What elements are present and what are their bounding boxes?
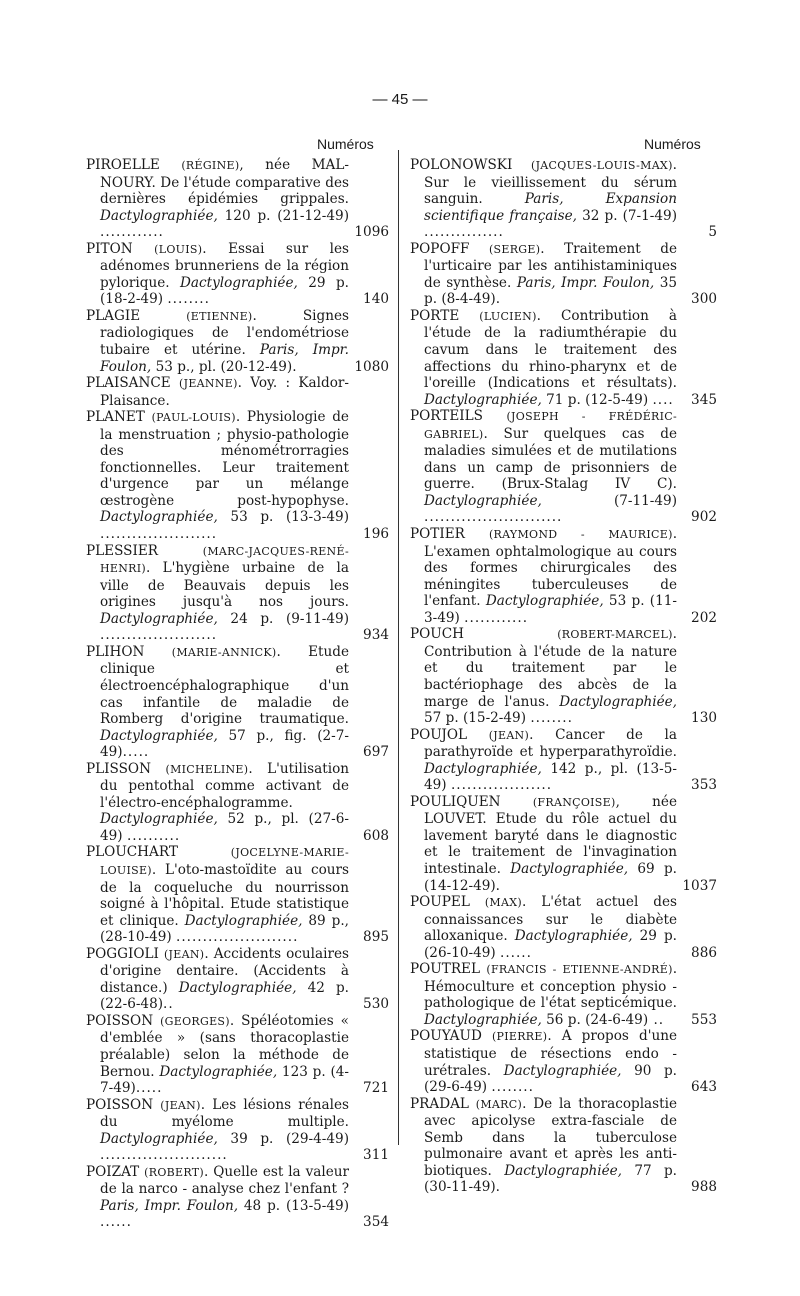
entry-text — [410, 1028, 717, 1095]
bibliography-entry — [86, 241, 389, 308]
author-surname: POISSON — [86, 1096, 154, 1113]
pages-and-date: 123 p. (4-7-49) — [100, 1063, 349, 1097]
leader-dots: ...... — [500, 944, 532, 961]
bibliography-entry — [86, 409, 389, 542]
thesis-title: . Etude clinique et électroencéphalographique d'un cas infantile de maladie de Romberg d'origine traumatique. — [100, 643, 350, 728]
author-surname: PLOUCHART — [86, 844, 178, 861]
leader-dots: ..... — [135, 1080, 163, 1097]
author-given-name: (RÉGINE) — [181, 159, 240, 172]
publication-info: Dactylographiée, — [510, 860, 629, 877]
author-surname: POGGIOLI — [86, 945, 159, 962]
publication-info: Paris, Expansion scientifique française, — [424, 191, 677, 224]
author-surname: PLANET — [86, 409, 145, 426]
entry-number: 202 — [691, 609, 717, 626]
entry-number: 902 — [691, 509, 717, 526]
bibliography-entry — [86, 844, 389, 945]
leader-dots: ..... — [122, 744, 150, 761]
bibliography-entry — [410, 727, 717, 794]
author-given-name: (JEAN) — [160, 1098, 201, 1112]
author-given-name: (SERGE) — [488, 242, 541, 256]
leader-dots: ............ — [100, 224, 164, 241]
entry-text — [410, 408, 717, 526]
thesis-title: . L'utilisation du pentothal comme activant de l'électro-encéphalogramme. — [100, 760, 350, 811]
publication-info: Dactylographiée, — [178, 979, 297, 996]
pages-and-date: 142 p., pl. (13-5-49) — [424, 760, 677, 794]
leader-dots: ...................... — [100, 627, 218, 644]
author-surname: PLAISANCE — [86, 375, 171, 392]
bibliography-entry — [86, 761, 389, 845]
publication-info: Dactylographiée, — [100, 811, 218, 828]
author-given-name: (MARIE-ANNICK) — [171, 645, 277, 659]
author-given-name: (GEORGES) — [160, 1014, 230, 1028]
author-given-name: (FRANCIS - ETIENNE-ANDRÉ) — [486, 963, 673, 977]
author-surname: PORTE — [410, 307, 460, 324]
bibliography-entry — [86, 157, 389, 241]
entry-number: 1037 — [682, 877, 717, 894]
pages-and-date: 53 p., pl. (20-12-49). — [151, 358, 297, 375]
entry-text — [410, 894, 717, 961]
leader-dots: ...................... — [100, 526, 218, 543]
author-given-name: (RAYMOND - MAURICE) — [488, 528, 673, 542]
entry-text — [86, 761, 389, 845]
leader-dots: .... — [652, 391, 674, 408]
author-given-name: (MARC) — [475, 1097, 523, 1111]
pages-and-date: 69 p. (14-12-49). — [424, 860, 677, 894]
entry-number: 345 — [691, 391, 717, 408]
thesis-title: . Accidents oculaires d'origine dentaire. (Accidents à distance.) — [100, 945, 349, 996]
right-column — [410, 157, 717, 1196]
author-surname: POUPEL — [410, 894, 470, 911]
publication-info: Dactylographiée, — [424, 1011, 542, 1028]
pages-and-date: 24 p. (9-11-49) — [217, 610, 349, 627]
publication-info: Paris, Impr. Foulon, — [516, 274, 655, 291]
author-given-name: (JEANNE) — [179, 377, 238, 391]
entry-number: 130 — [691, 710, 717, 727]
thesis-title: . Cancer de la parathyroïde et hyperparathyroïdie. — [424, 726, 678, 761]
thesis-title: . Les lésions rénales du myélome multiple. — [100, 1096, 349, 1131]
author-surname: POUTREL — [410, 961, 480, 978]
entry-number: 311 — [363, 1147, 389, 1164]
left-column — [86, 157, 389, 1231]
author-surname: POIZAT — [86, 1163, 140, 1180]
entry-text — [86, 308, 389, 375]
thesis-title: . Contribution à l'étude de la nature et du traitement par le bactériophage des abcès de la marge de l'anus. — [424, 626, 677, 710]
thesis-title: . Contribution à l'étude de la radiumthérapie du cavum dans le traitement des affections du rhino-pharynx et de l'oreille (Indications et résultats). — [424, 307, 677, 392]
thesis-title: . Spéléotomies « d'emblée » (sans thoracoplastie préalable) selon la méthode de Bernou. — [100, 1012, 349, 1080]
bibliography-entry — [86, 375, 389, 409]
bibliography-entry — [410, 626, 717, 726]
pages-and-date: 42 p. (22-6-48) — [100, 979, 349, 1013]
author-surname: PLISSON — [86, 760, 151, 777]
column-header-left: Numéros — [317, 136, 374, 152]
entry-number: 895 — [363, 929, 389, 946]
bibliography-entry — [86, 308, 389, 375]
thesis-title: . A propos d'une statistique de résections endo - urétrales. — [424, 1028, 677, 1079]
pages-and-date: 48 p. (13-5-49) — [238, 1197, 349, 1214]
author-given-name: (JACQUES-LOUIS-MAX) — [531, 159, 673, 172]
author-given-name: (MICHELINE) — [165, 762, 249, 776]
entry-text — [410, 308, 717, 408]
entry-text — [86, 644, 389, 761]
author-surname: POUYAUD — [410, 1028, 482, 1045]
entry-number: 643 — [691, 1079, 717, 1096]
publication-info: Dactylographiée, — [180, 274, 298, 291]
leader-dots: ........ — [167, 291, 210, 308]
leader-dots: .. — [648, 1011, 665, 1028]
pages-and-date: 57 p. (15-2-49) — [424, 710, 531, 727]
entry-number: 934 — [363, 627, 389, 644]
entry-text — [410, 961, 717, 1028]
pages-and-date: 32 p. (7-1-49) — [577, 207, 677, 224]
author-given-name: (JOSEPH - FRÉDÉRIC-GABRIEL) — [424, 410, 677, 441]
publication-info: Paris, Impr. Foulon, — [100, 1197, 239, 1214]
pages-and-date: 77 p. (30-11-49). — [424, 1162, 677, 1196]
entry-number: 608 — [363, 827, 389, 844]
bibliography-entry — [86, 644, 389, 761]
publication-info: Dactylographiée, — [159, 1063, 278, 1080]
leader-dots: ........ — [491, 1079, 534, 1096]
publication-info: Dactylographiée, — [100, 727, 218, 744]
entry-number: 196 — [363, 526, 389, 543]
thesis-title: . De la thoracoplastie avec apicolyse extra-fasciale de Semb dans la tuberculose pulmonaire avant et après les anti-biotiques. — [424, 1095, 677, 1179]
bibliography-entry — [86, 1097, 389, 1164]
publication-info: Dactylographiée, — [514, 928, 633, 945]
publication-info: Dactylographiée, — [184, 912, 303, 929]
entry-text — [86, 241, 389, 308]
publication-info: Dactylographiée, — [559, 693, 677, 710]
leader-dots: ....................... — [176, 929, 299, 946]
entry-text — [410, 794, 717, 894]
bibliography-entry — [410, 526, 717, 626]
entry-number: 300 — [691, 291, 717, 308]
author-given-name: (JOCELYNE-MARIE-LOUISE) — [100, 846, 349, 877]
bibliography-entry — [410, 894, 717, 961]
author-surname: PIROELLE — [86, 157, 160, 173]
pages-and-date: 39 p. (29-4-49) — [217, 1130, 349, 1147]
entry-number: 697 — [363, 744, 389, 761]
leader-dots: .. — [163, 996, 174, 1013]
thesis-title: . Quelle est la valeur de la narco - analyse chez l'enfant ? — [100, 1163, 350, 1198]
pages-and-date: (7-11-49) — [541, 492, 677, 509]
author-given-name: (LUCIEN) — [479, 309, 537, 323]
bibliography-entry — [410, 961, 717, 1028]
leader-dots: ...... — [100, 1214, 132, 1231]
pages-and-date: 29 p. (26-10-49) — [424, 928, 677, 961]
thesis-title: . Traitement de l'urticaire par les antihistaminiques de synthèse. — [424, 240, 677, 291]
bibliography-entry — [86, 946, 389, 1013]
entry-number: 886 — [691, 944, 717, 961]
pages-and-date: 71 p. (12-5-49) — [541, 391, 653, 408]
publication-info: Dactylographiée, — [100, 207, 218, 224]
thesis-title: . L'oto-mastoïdite au cours de la coqueluche du nourrisson soigné à l'hôpital. Etude statistique et clinique. — [100, 861, 349, 929]
author-surname: PLESSIER — [86, 542, 159, 559]
column-divider — [398, 150, 399, 1145]
bibliography-entry — [410, 308, 717, 408]
author-surname: POTIER — [410, 526, 465, 543]
author-given-name: (MARC-JACQUES-RENÉ-HENRI) — [100, 544, 349, 576]
pages-and-date: 89 p., (28-10-49) — [100, 912, 349, 946]
publication-info: Dactylographiée, — [424, 760, 542, 777]
pages-and-date: 52 p., pl. (27-6-49) — [100, 811, 349, 844]
leader-dots: ............ — [464, 609, 529, 626]
entry-number: 353 — [691, 777, 717, 794]
entry-text — [410, 1096, 717, 1196]
bibliography-entry — [410, 1096, 717, 1196]
entry-text — [86, 375, 389, 409]
author-given-name: (JEAN) — [488, 728, 530, 742]
entry-text — [86, 1097, 389, 1164]
entry-number: 1080 — [354, 358, 389, 375]
publication-info: Dactylographiée, — [424, 391, 542, 408]
author-given-name: (FRANÇOISE) — [532, 795, 616, 809]
entry-text — [410, 626, 717, 726]
thesis-title: . Essai sur les adénomes brunneriens de la région pylorique. — [100, 240, 349, 291]
bibliography-entry — [410, 1028, 717, 1095]
entry-number: 530 — [363, 996, 389, 1013]
thesis-title: . L'examen ophtalmologique au cours des formes chirurgicales des méningites tuberculeuses de l'enfant. — [424, 526, 678, 610]
entry-number: 721 — [363, 1080, 389, 1097]
leader-dots: ................... — [450, 777, 553, 794]
thesis-title: . Sur quelques cas de maladies simulées et de mutilations dans un camp de prisonniers de guerre. (Brux-Stalag IV C). — [424, 425, 677, 493]
author-surname: PORTEILS — [410, 408, 483, 425]
entry-text — [410, 727, 717, 794]
leader-dots: .......................... — [424, 509, 563, 526]
author-surname: POLONOWSKI — [410, 157, 513, 173]
author-surname: PLIHON — [86, 643, 145, 660]
bibliography-entry — [86, 543, 389, 644]
leader-dots: .......... — [126, 827, 181, 844]
author-surname: PRADAL — [410, 1095, 469, 1112]
page-number: — 45 — — [372, 91, 428, 108]
thesis-title: , née LOUVET. Etude du rôle actuel du lavement baryté dans le diagnostic et le traitement de l'invagination intestinale. — [424, 793, 677, 877]
bibliography-entry — [410, 408, 717, 526]
thesis-title: . Hémoculture et conception physio - pathologique de l'état septicémique. — [424, 961, 678, 1012]
bibliography-entry — [86, 1164, 389, 1231]
author-given-name: (MAX) — [484, 896, 522, 910]
leader-dots: ........................ — [100, 1147, 228, 1164]
bibliography-entry — [410, 241, 717, 308]
entry-number: 140 — [363, 291, 389, 308]
thesis-title: . Signes radiologiques de l'endométriose tubaire et utérine. — [100, 307, 350, 359]
entry-text — [86, 844, 389, 945]
entry-text — [86, 1013, 389, 1097]
author-surname: POUCH — [410, 626, 465, 643]
pages-and-date: 57 p., fig. (2-7-49) — [100, 727, 349, 761]
thesis-title: . L'état actuel des connaissances sur le diabète alloxanique. — [424, 894, 677, 945]
column-header-right: Numéros — [644, 136, 701, 152]
pages-and-date: 53 p. (11-3-49) — [424, 593, 677, 626]
thesis-title: , née MAL-NOURY. De l'étude comparative des dernières épidémies grippales. — [100, 157, 349, 208]
entry-text — [410, 241, 717, 308]
author-surname: PLAGIE — [86, 307, 141, 324]
author-given-name: (LOUIS) — [154, 242, 203, 256]
leader-dots: ........ — [530, 710, 573, 727]
entry-text — [410, 157, 717, 241]
entry-number: 988 — [691, 1179, 717, 1196]
author-given-name: (ETIENNE) — [186, 309, 253, 323]
pages-and-date: 56 p. (24-6-49) — [541, 1011, 649, 1028]
author-surname: POPOFF — [410, 240, 470, 257]
author-surname: PITON — [86, 240, 133, 257]
pages-and-date: 90 p. (29-6-49) — [424, 1062, 677, 1096]
thesis-title: . Voy. : Kaldor-Plaisance. — [100, 375, 349, 409]
entry-text — [86, 1164, 389, 1231]
entry-text — [410, 526, 717, 626]
publication-info: Dactylographiée, — [485, 593, 604, 610]
author-given-name: (PAUL-LOUIS) — [151, 411, 236, 425]
bibliography-entry — [86, 1013, 389, 1097]
author-given-name: (ROBERT-MARCEL) — [557, 628, 673, 642]
thesis-title: . Sur le vieillissement du sérum sanguin. — [424, 157, 677, 208]
publication-info: Dactylographiée, — [100, 1130, 218, 1147]
entry-number: 5 — [708, 224, 717, 241]
author-given-name: (PIERRE) — [491, 1030, 548, 1044]
author-surname: POULIQUEN — [410, 793, 501, 810]
bibliography-entry — [410, 157, 717, 241]
publication-info: Dactylographiée, — [100, 610, 218, 627]
entry-number: 1096 — [354, 224, 389, 241]
author-given-name: (ROBERT) — [144, 1165, 204, 1179]
entry-number: 553 — [691, 1011, 717, 1028]
thesis-title: . L'hygiène urbaine de la ville de Beauvais depuis les origines jusqu'à nos jours. — [100, 560, 349, 611]
author-surname: POISSON — [86, 1012, 154, 1029]
author-given-name: (JEAN) — [163, 947, 205, 961]
publication-info: Dactylographiée, — [424, 492, 542, 509]
pages-and-date: 35 p. (8-4-49). — [424, 274, 678, 308]
publication-info: Dactylographiée, — [100, 509, 218, 526]
thesis-title: . Physiologie de la menstruation ; physio-pathologie des ménométrorragies fonctionnelles. Leur traitement d'urgence par un mélange œstrogène post-hypophyse. — [100, 409, 349, 509]
pages-and-date: 53 p. (13-3-49) — [217, 509, 349, 526]
pages-and-date: 120 p. (21-12-49) — [217, 207, 349, 224]
publication-info: Dactylographiée, — [503, 1062, 622, 1079]
publication-info: Paris, Impr. Foulon, — [100, 342, 349, 375]
publication-info: Dactylographiée, — [504, 1162, 622, 1179]
author-surname: POUJOL — [410, 726, 468, 743]
bibliography-entry — [410, 794, 717, 894]
entry-text — [86, 543, 389, 644]
entry-text — [86, 409, 389, 542]
entry-number: 354 — [363, 1214, 389, 1231]
pages-and-date: 29 p. (18-2-49) — [100, 274, 349, 308]
entry-text — [86, 946, 389, 1013]
leader-dots: ............... — [424, 224, 504, 241]
entry-text — [86, 157, 389, 241]
